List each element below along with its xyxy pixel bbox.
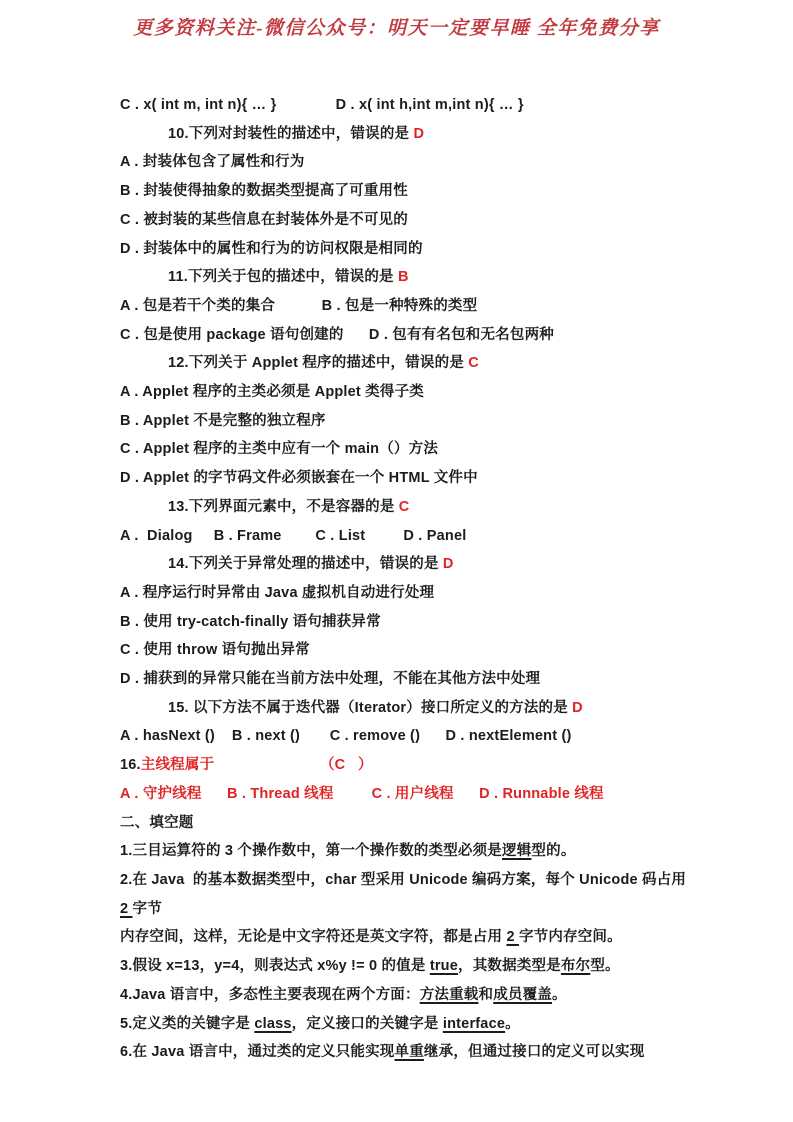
question-16-options [120,780,693,809]
question-14-stem [120,550,693,579]
blank-answer: 单重 [394,1044,424,1061]
question-12-stem [120,349,693,378]
text-segment: A . hasNext () B . next () C . remove () D . nextElement () [120,728,572,745]
answer-letter: D [413,125,425,142]
question-10-option-c [120,206,693,235]
text-segment: 12.下列关于 Applet 程序的描述中，错误的是 [168,355,469,372]
blank-answer: 逻辑 [502,843,532,860]
text-segment: 15. 以下方法不属于迭代器（Iterator）接口所定义的方法的是 [168,699,573,716]
fill-blank-6 [120,1038,693,1067]
question-13-stem [120,493,693,522]
text-segment: 3.假设 x=13，y=4，则表达式 x%y != 0 的值是 [120,958,430,975]
question-15-options [120,722,693,751]
question-13-options [120,522,693,551]
text-segment: 13.下列界面元素中，不是容器的是 [168,498,399,515]
text-segment: 4.Java 语言中，多态性主要表现在两个方面： [120,986,420,1003]
text-segment: 字节内存空间。 [518,929,622,946]
blank-answer: 2 [506,929,519,946]
section-2-heading [120,809,693,838]
fill-blank-4 [120,981,693,1010]
question-12-option-d [120,464,693,493]
question-11-stem [120,263,693,292]
text-segment: B . Applet 不是完整的独立程序 [120,412,326,429]
text-segment: 1.三目运算符的 3 个操作数中，第一个操作数的类型必须是 [120,843,503,860]
text-segment: 型的。 [531,843,576,860]
text-segment: 2.在 Java 的基本数据类型中，char 型采用 Unicode 编码方案，每个 Unicode 码占用 [120,871,691,888]
text-segment: 主线程属于 [140,757,215,774]
text-segment: C . 使用 throw 语句抛出异常 [120,642,310,659]
text-segment: C . Applet 程序的主类中应有一个 main（）方法 [120,441,439,458]
text-segment: ，定义接口的关键字是 [291,1015,443,1032]
question-14-option-a [120,579,693,608]
answer-letter: D [572,699,583,716]
question-11-options-ab [120,292,693,321]
fill-blank-2-line-1 [120,866,693,923]
text-segment: 16. [120,757,141,774]
fill-blank-5 [120,1010,693,1039]
text-segment: 。 [505,1015,520,1032]
text-segment: A . 封装体包含了属性和行为 [120,154,305,171]
text-segment: ，其数据类型是 [458,958,561,975]
text-segment: 11.下列关于包的描述中，错误的是 [168,269,398,286]
question-12-option-c [120,435,693,464]
text-segment: 和 [478,986,494,1003]
text-segment: A . Dialog B . Frame C . List D . Panel [120,527,467,544]
text-segment: C . 包是使用 package 语句创建的 D . 包有有名包和无名包两种 [120,326,554,343]
text-segment: D . 封装体中的属性和行为的访问权限是相同的 [120,240,423,257]
text-segment: D . Applet 的字节码文件必须嵌套在一个 HTML 文件中 [120,470,478,487]
question-12-option-a [120,378,693,407]
question-14-option-c [120,636,693,665]
text-segment: A . Applet 程序的主类必须是 Applet 类得子类 [120,384,424,401]
question-14-option-d [120,665,693,694]
question-11-options-cd [120,321,693,350]
section-heading: 二、填空题 [120,814,194,831]
answer-letter: （C ） [319,757,373,774]
blank-answer: 布尔 [560,958,591,975]
text-segment: B . 使用 try-catch-finally 语句捕获异常 [120,613,381,630]
text-segment: 5.定义类的关键字是 [120,1015,255,1032]
text-segment: 继承，但通过接口的定义可以实现 [423,1044,645,1061]
text-segment: C . 被封装的某些信息在封装体外是不可见的 [120,211,408,228]
text-segment: 型。 [590,958,620,975]
text-segment: C . x( int m, int n){ … } D . x( int h,int m,int n){ … } [120,97,524,113]
answer-letter: C [468,355,479,372]
blank-answer: 成员覆盖 [493,986,553,1003]
text-segment: A . 守护线程 B . Thread 线程 C . 用户线程 D . Runnable 线程 [120,785,604,802]
question-9-options-cd [120,91,693,120]
answer-letter: C [398,498,410,515]
text-segment [214,757,320,773]
blank-answer: 方法重载 [419,986,479,1003]
text-segment: 14.下列关于异常处理的描述中，错误的是 [168,556,443,573]
blank-answer: true [429,958,459,975]
text-segment: 字节 [132,900,162,917]
promo-header: 更多资料关注-微信公众号：明天一定要早睡 全年免费分享 [133,18,660,39]
question-10-option-d [120,235,693,264]
question-12-option-b [120,407,693,436]
text-segment: D . 捕获到的异常只能在当前方法中处理，不能在其他方法中处理 [120,671,541,688]
question-14-option-b [120,608,693,637]
blank-answer: interface [442,1015,506,1032]
text-segment: 。 [552,986,567,1003]
question-10-option-b [120,177,693,206]
blank-answer: 2 [120,900,133,917]
answer-letter: D [442,556,454,573]
document-lines [0,91,793,1067]
text-segment: B . 封装使得抽象的数据类型提高了可重用性 [120,183,408,200]
question-16-stem [120,751,693,780]
text-segment: A . 程序运行时异常由 Java 虚拟机自动进行处理 [120,584,435,601]
text-segment: 内存空间，这样，无论是中文字符还是英文字符，都是占用 [120,929,507,946]
fill-blank-2-line-2 [120,923,693,952]
question-10-stem [120,120,693,149]
text-segment: 6.在 Java 语言中，通过类的定义只能实现 [120,1044,395,1061]
answer-letter: B [397,269,409,286]
text-segment: A . 包是若干个类的集合 B . 包是一种特殊的类型 [120,297,478,314]
question-10-option-a [120,148,693,177]
fill-blank-1 [120,837,693,866]
fill-blank-3 [120,952,693,981]
text-segment: 10.下列对封装性的描述中，错误的是 [168,125,414,142]
question-15-stem [120,694,693,723]
blank-answer: class [254,1015,292,1032]
